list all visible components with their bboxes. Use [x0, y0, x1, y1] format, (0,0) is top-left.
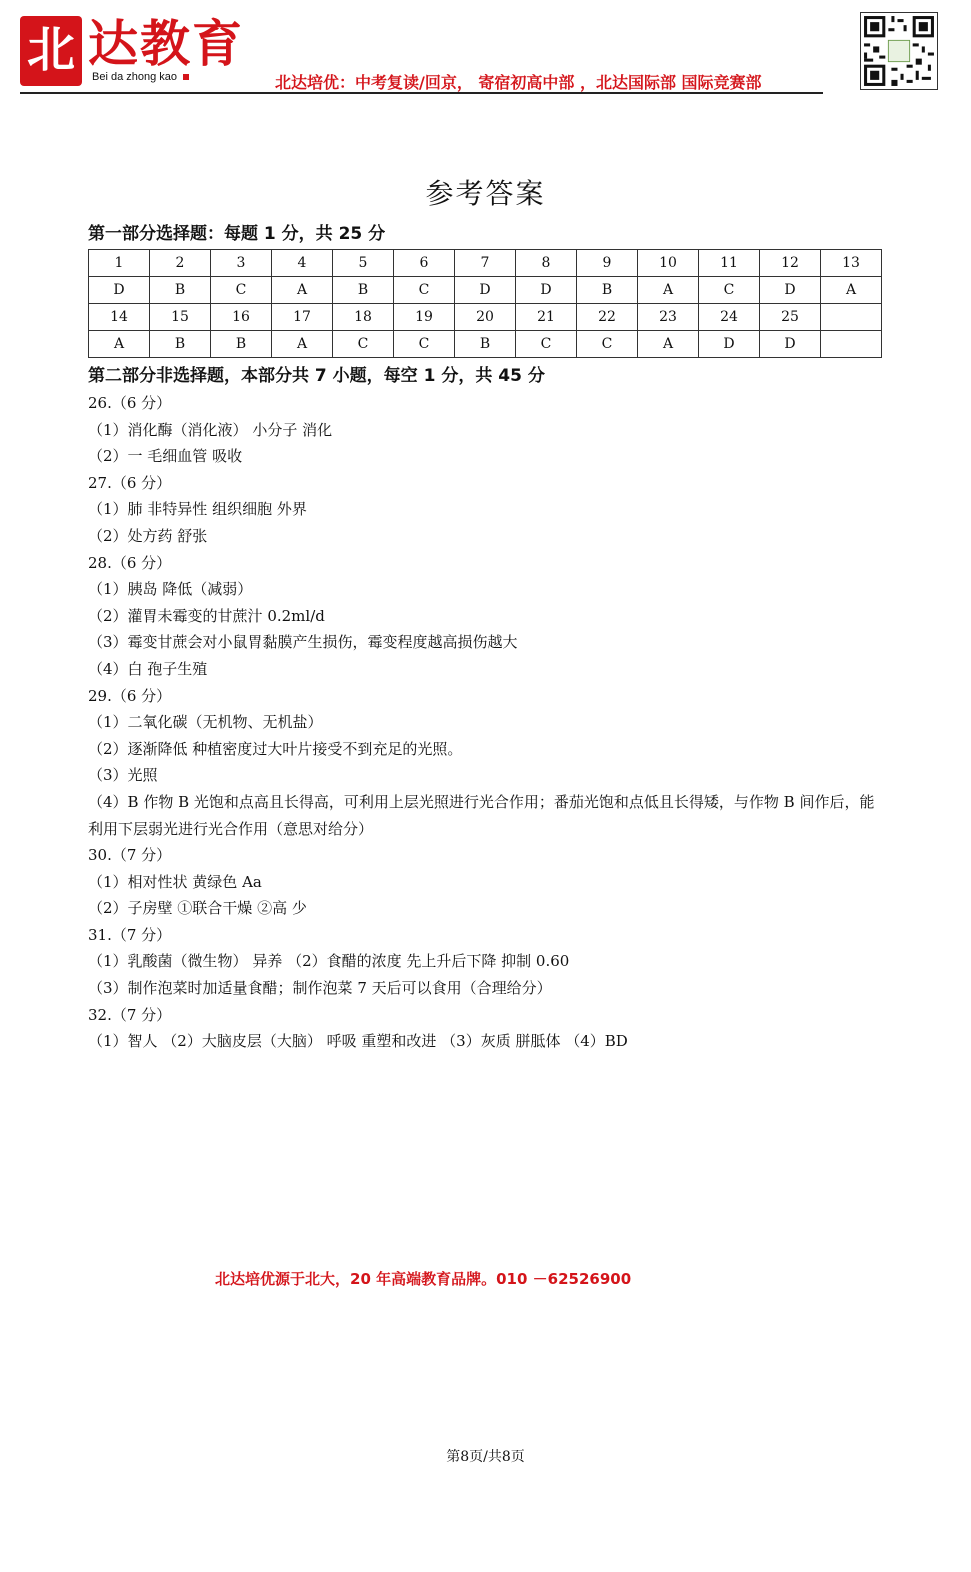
table-cell: 7: [455, 250, 516, 277]
answer-line: （3）霉变甘蔗会对小鼠胃黏膜产生损伤，霉变程度越高损伤越大: [88, 633, 518, 652]
answer-line: （1）胰岛 降低（减弱）: [88, 580, 253, 599]
answer-line: 29.（6 分）: [88, 686, 172, 705]
answer-line: （4）白 孢子生殖: [88, 659, 208, 678]
answer-line: （2）灌胃未霉变的甘蔗汁 0.2ml/d: [88, 606, 325, 625]
page-title: 参考答案: [425, 177, 546, 210]
table-cell: 11: [699, 250, 760, 277]
table-cell: D: [699, 331, 760, 358]
table-cell: 22: [577, 304, 638, 331]
table-cell: B: [150, 331, 211, 358]
footer-slogan: 北达培优源于北大，20 年高端教育品牌。010 －62526900: [215, 1270, 632, 1288]
table-cell: 24: [699, 304, 760, 331]
table-cell: A: [272, 331, 333, 358]
table-cell: D: [516, 277, 577, 304]
table-cell: B: [333, 277, 394, 304]
answer-line: （2）处方药 舒张: [88, 526, 208, 545]
answer-line: （1）肺 非特异性 组织细胞 外界: [88, 500, 307, 519]
qr-code-icon: [861, 13, 937, 89]
page-number: 第8页/共8页: [446, 1449, 525, 1465]
table-row: [89, 250, 882, 277]
answer-line: 27.（6 分）: [88, 473, 172, 492]
table-cell: B: [150, 277, 211, 304]
table-cell: C: [394, 331, 455, 358]
table-cell: D: [760, 331, 821, 358]
answer-line: （4）B 作物 B 光饱和点高且长得高，可利用上层光照进行光合作用；番茄光饱和点低且长得矮，与作物 B 间作后，能利用下层弱光进行光合作用（意思对给分）: [88, 792, 875, 838]
table-cell: D: [89, 277, 150, 304]
table-cell: 12: [760, 250, 821, 277]
logo-mark: [20, 16, 82, 86]
answer-line: 31.（7 分）: [88, 925, 172, 944]
table-cell: 21: [516, 304, 577, 331]
answer-line: （1）相对性状 黄绿色 Aa: [88, 872, 262, 891]
table-cell: 1: [89, 250, 150, 277]
answer-line: （1）智人 （2）大脑皮层（大脑） 呼吸 重塑和改进 （3）灰质 胼胝体 （4）BD: [88, 1032, 628, 1051]
table-cell: 25: [760, 304, 821, 331]
table-cell: 14: [89, 304, 150, 331]
table-row: [89, 331, 882, 358]
table-cell: B: [577, 277, 638, 304]
qr-code: [860, 12, 938, 90]
table-cell: 18: [333, 304, 394, 331]
table-cell: C: [211, 277, 272, 304]
answers-body: [88, 390, 878, 1055]
table-row: [89, 277, 882, 304]
table-cell: A: [638, 277, 699, 304]
table-cell: C: [699, 277, 760, 304]
table-cell: 23: [638, 304, 699, 331]
table-cell: 16: [211, 304, 272, 331]
answer-line: （1）二氧化碳（无机物、无机盐）: [88, 713, 323, 732]
table-cell: A: [272, 277, 333, 304]
answer-line: （1）消化酶（消化液） 小分子 消化: [88, 420, 333, 439]
table-cell: A: [638, 331, 699, 358]
table-cell: 17: [272, 304, 333, 331]
table-cell: 9: [577, 250, 638, 277]
answer-line: 32.（7 分）: [88, 1005, 172, 1024]
table-cell: 8: [516, 250, 577, 277]
table-cell: 6: [394, 250, 455, 277]
answer-line: （3）光照: [88, 766, 158, 785]
header-slogan: 北达培优：中考复读/回京， 寄宿初高中部 ，北达国际部 国际竞赛部: [275, 73, 762, 92]
table-cell: 5: [333, 250, 394, 277]
table-cell: D: [760, 277, 821, 304]
answer-line: （2）逐渐降低 种植密度过大叶片接受不到充足的光照。: [88, 739, 463, 758]
table-cell: B: [211, 331, 272, 358]
logo-glyph: 北: [26, 22, 75, 78]
table-cell: [821, 304, 882, 331]
answer-table: [88, 249, 882, 358]
table-cell: 10: [638, 250, 699, 277]
table-cell: B: [455, 331, 516, 358]
logo-pinyin: Bei da zhong kao: [92, 71, 189, 83]
table-cell: 20: [455, 304, 516, 331]
table-cell: 13: [821, 250, 882, 277]
table-cell: 3: [211, 250, 272, 277]
table-cell: C: [577, 331, 638, 358]
answer-line: （2）子房壁 ①联合干燥 ②高 少: [88, 899, 307, 918]
table-cell: [821, 331, 882, 358]
part2-heading: 第二部分非选择题，本部分共 7 小题，每空 1 分，共 45 分: [88, 366, 545, 386]
table-cell: A: [821, 277, 882, 304]
table-cell: A: [89, 331, 150, 358]
table-cell: 2: [150, 250, 211, 277]
answer-line: 26.（6 分）: [88, 394, 172, 412]
table-cell: 19: [394, 304, 455, 331]
table-cell: 4: [272, 250, 333, 277]
table-cell: 15: [150, 304, 211, 331]
answer-line: （3）制作泡菜时加适量食醋；制作泡菜 7 天后可以食用（合理给分）: [88, 979, 552, 998]
answer-line: （1）乳酸菌（微生物） 异养 （2）食醋的浓度 先上升后下降 抑制 0.60: [88, 952, 570, 971]
table-cell: C: [333, 331, 394, 358]
table-row: [89, 304, 882, 331]
part1-heading: 第一部分选择题：每题 1 分，共 25 分: [88, 224, 386, 244]
logo-text: 达教育: [88, 14, 244, 73]
answer-line: 28.（6 分）: [88, 553, 172, 572]
header-divider: [20, 92, 823, 94]
table-cell: C: [394, 277, 455, 304]
table-cell: D: [455, 277, 516, 304]
answer-line: （2）一 毛细血管 吸收: [88, 447, 243, 466]
table-cell: C: [516, 331, 577, 358]
answer-line: 30.（7 分）: [88, 846, 172, 865]
